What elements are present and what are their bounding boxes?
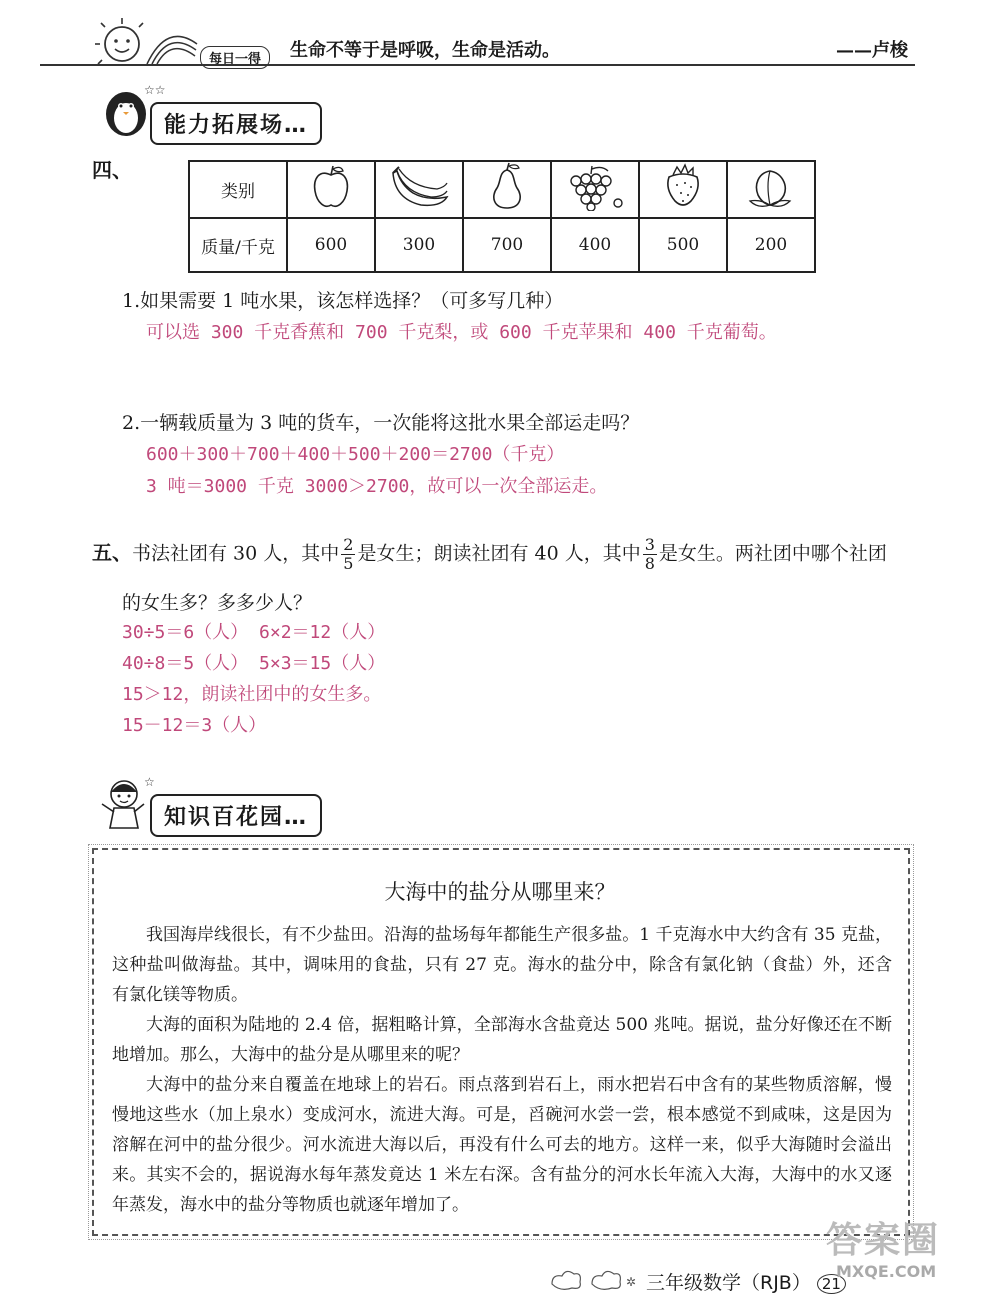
q5-answer-line: 30÷5＝6（人） 6×2＝12（人） xyxy=(122,622,386,643)
peach-icon xyxy=(744,163,798,211)
header-divider xyxy=(40,64,915,66)
q5-answer-line: 15＞12，朗读社团中的女生多。 xyxy=(122,684,382,705)
mass-cell: 400 xyxy=(551,218,639,272)
table-row xyxy=(189,218,815,272)
reading-paragraph: 大海中的盐分来自覆盖在地球上的岩石。雨点落到岩石上，雨水把岩石中含有的某些物质溶解，慢慢地这些水（加上泉水）变成河水，流进大海。可是，舀碗河水尝一尝，根本感觉不到咸味，这是因为溶解在河中的盐分很少。河水流进大海以后，再没有什么可去的地方。这样一来，似乎大海随时会溢出来。其实不会的，据说海水每年蒸发竟达 1 米左右深。含有盐分的河水长年流入大海，大海中的水又逐年蒸发，海水中的盐分等物质也就逐年增加了。 xyxy=(112,1075,892,1215)
banana-cell xyxy=(375,161,463,218)
apple-cell xyxy=(287,161,375,218)
svg-text:☆☆: ☆☆ xyxy=(144,83,166,97)
sun-rainbow-icon xyxy=(92,14,202,70)
footer-grade-label: 三年级数学（RJB） xyxy=(646,1272,811,1294)
q4-sub2-answer-line2: 3 吨＝3000 千克 3000＞2700，故可以一次全部运走。 xyxy=(146,476,608,497)
mass-cell: 200 xyxy=(727,218,815,272)
fraction-three-eighths xyxy=(643,536,657,573)
section-banner-knowledge: 知识百花园… xyxy=(150,794,322,837)
fraction-numerator: 2 xyxy=(343,535,354,554)
q4-sub1-answer: 可以选 300 千克香蕉和 700 千克梨，或 600 千克苹果和 400 千克葡萄。 xyxy=(146,322,777,343)
reading-title: 大海中的盐分从哪里来？ xyxy=(384,880,616,904)
watermark-url: MXQE.COM xyxy=(836,1262,937,1281)
mass-cell: 500 xyxy=(639,218,727,272)
header-motto: 生命不等于是呼吸，生命是活动。 xyxy=(290,40,560,61)
fraction-numerator: 3 xyxy=(644,535,655,554)
q5-text-part3: 是女生。两社团中哪个社团 xyxy=(658,542,887,565)
table-header-mass: 质量/千克 xyxy=(189,218,287,272)
table-header-category: 类别 xyxy=(189,161,287,218)
strawberry-icon xyxy=(661,163,705,211)
q5-text-line2: 的女生多？多多少人？ xyxy=(122,592,313,614)
svg-text:✲: ✲ xyxy=(626,1275,637,1289)
grape-cell xyxy=(551,161,639,218)
question-5-text xyxy=(92,536,887,573)
table-row xyxy=(189,161,815,218)
mass-cell: 700 xyxy=(463,218,551,272)
pear-icon xyxy=(487,162,527,212)
q4-sub2-answer-line1: 600＋300＋700＋400＋500＋200＝2700（千克） xyxy=(146,444,565,465)
q5-answer-line: 40÷8＝5（人） 5×3＝15（人） xyxy=(122,653,386,674)
footer-grade-subject xyxy=(646,1268,846,1295)
q4-sub2-question: 2.一辆载质量为 3 吨的货车，一次能将这批水果全部运走吗？ xyxy=(122,412,640,434)
fruit-table xyxy=(188,160,816,273)
banana-icon xyxy=(387,163,451,211)
mass-cell: 300 xyxy=(375,218,463,272)
fraction-denominator: 8 xyxy=(644,554,655,573)
question-5-number: 五、 xyxy=(92,540,132,565)
grape-icon xyxy=(562,163,628,211)
strawberry-cell xyxy=(639,161,727,218)
mass-cell: 600 xyxy=(287,218,375,272)
q5-answer-line: 15－12＝3（人） xyxy=(122,715,267,736)
svg-text:☆: ☆ xyxy=(144,775,155,789)
reading-paragraph: 大海的面积为陆地的 2.4 倍，据粗略计算，全部海水含盐竟达 500 兆吨。据说，盐分好像还在不断地增加。那么，大海中的盐分是从哪里来的呢？ xyxy=(112,1015,892,1065)
pear-cell xyxy=(463,161,551,218)
question-4-number: 四、 xyxy=(92,158,132,182)
header-author: ——卢梭 xyxy=(836,40,908,61)
fraction-two-fifths xyxy=(341,536,355,573)
daily-label: 每日一得 xyxy=(200,46,270,69)
reading-paragraph: 我国海岸线很长，有不少盐田。沿海的盐场每年都能生产很多盐。1 千克海水中大约含有 35 克盐，这种盐叫做海盐。其中，调味用的食盐，只有 27 克。海水的盐分中，除含有氯化钠（食盐）外，还含有氯化镁等物质。 xyxy=(112,925,892,1005)
apple-icon xyxy=(309,163,353,211)
q4-sub1-question: 1.如果需要 1 吨水果，该怎样选择？（可多写几种） xyxy=(122,290,564,312)
section-banner-ability: 能力拓展场… xyxy=(150,102,322,145)
peach-cell xyxy=(727,161,815,218)
page-number: 21 xyxy=(817,1274,846,1294)
fraction-denominator: 5 xyxy=(343,554,354,573)
q5-text-part2: 是女生；朗读社团有 40 人，其中 xyxy=(357,542,641,565)
q5-text-part1: 书法社团有 30 人，其中 xyxy=(132,542,340,565)
watermark-text: 答案圈 xyxy=(826,1220,941,1261)
footer-decoration-icon xyxy=(546,1266,642,1298)
